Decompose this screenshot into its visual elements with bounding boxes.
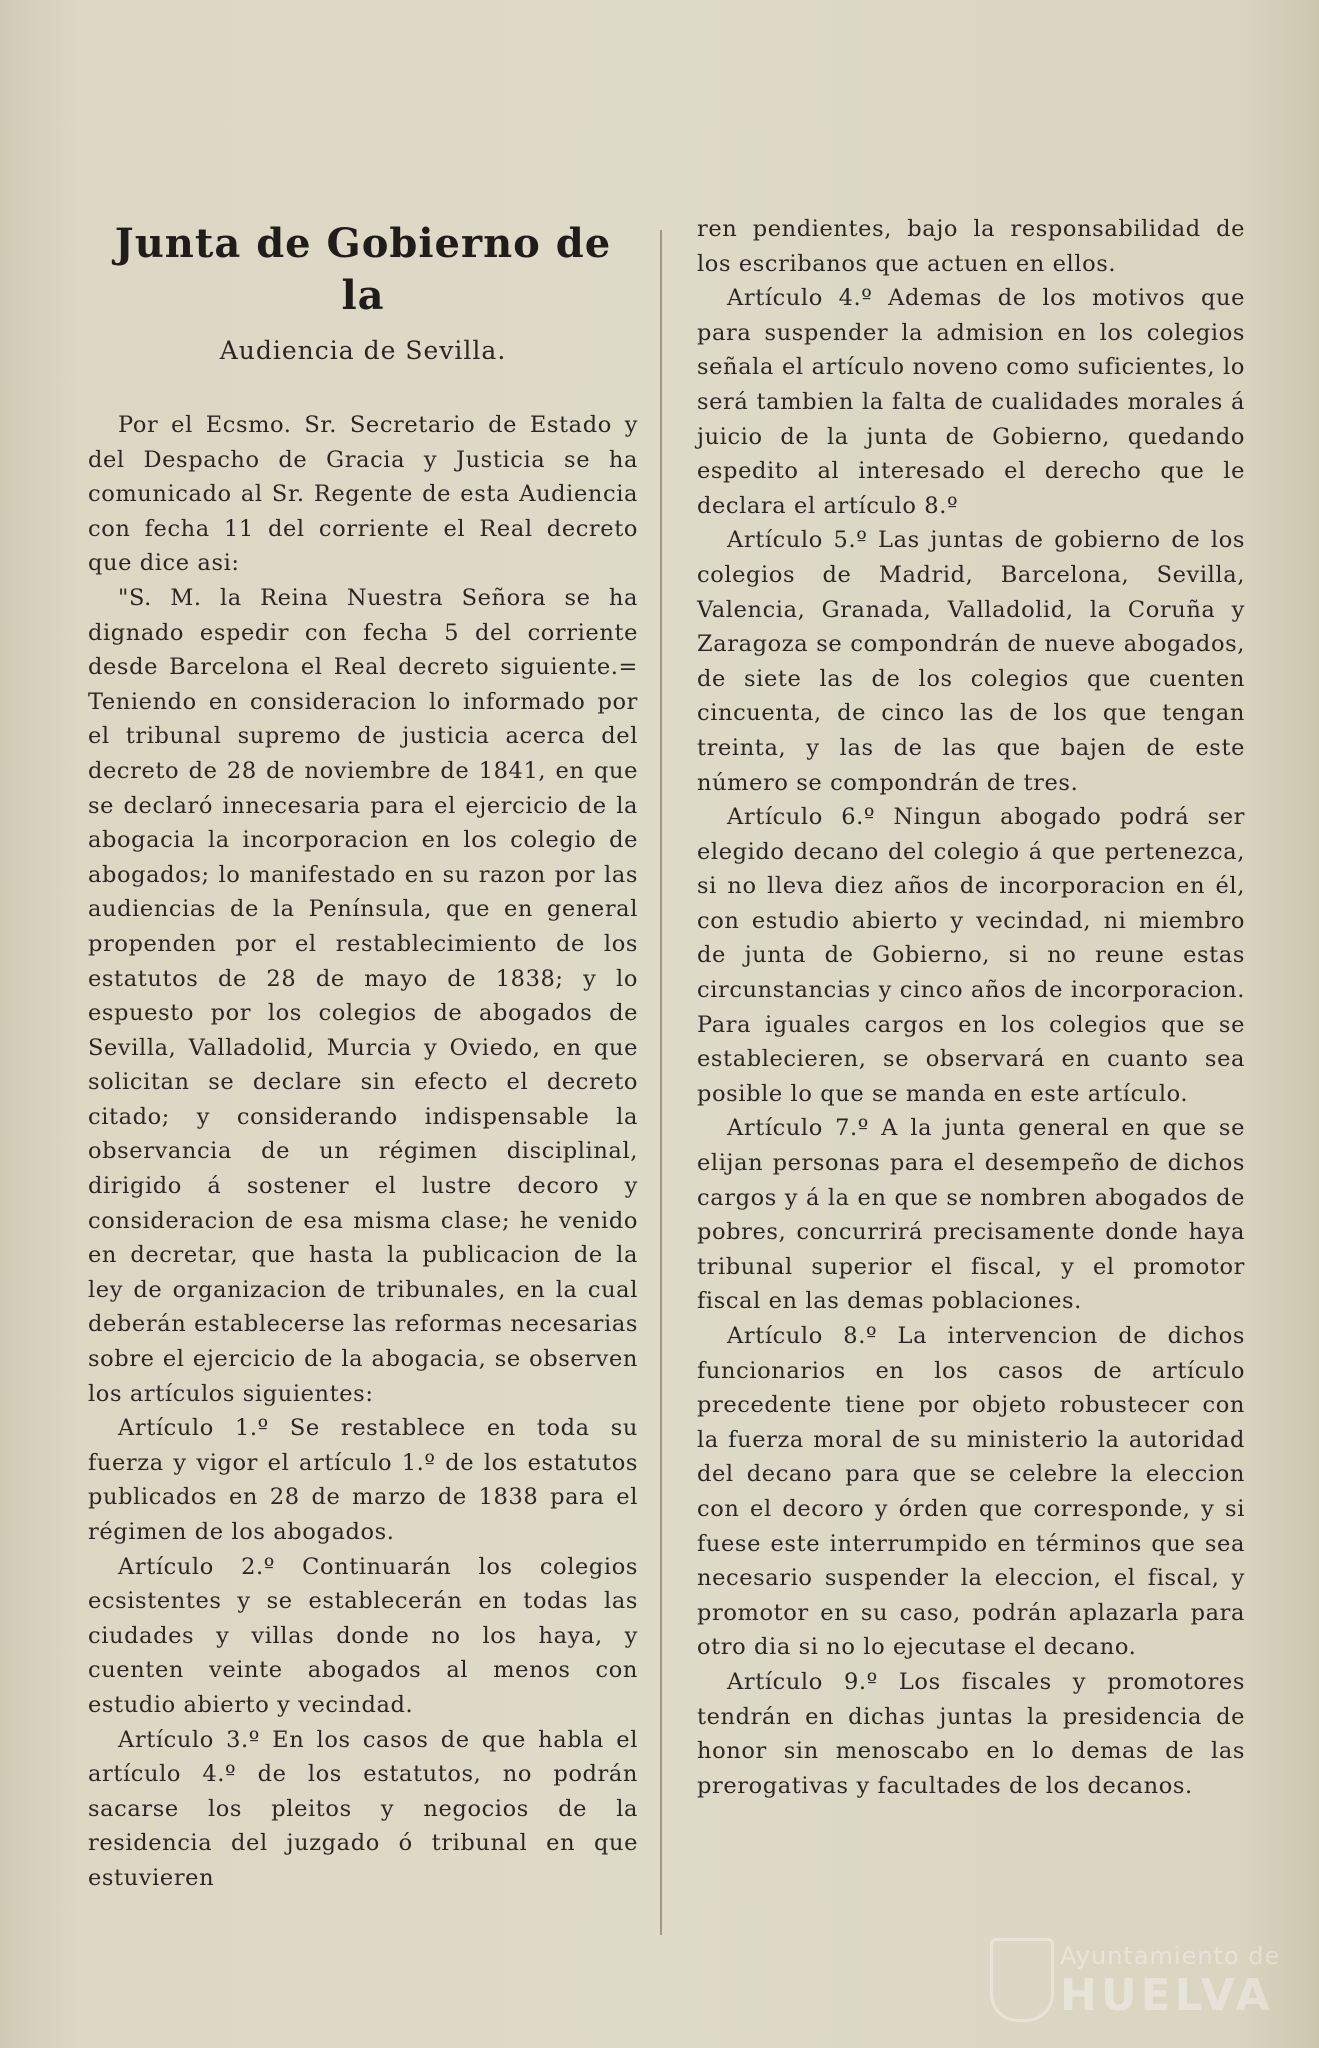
right-column: [697, 212, 1245, 1803]
paragraph: "S. M. la Reina Nuestra Señora se ha dignado espedir con fecha 5 del corriente desde Barcelona el Real decreto siguiente.= Teniendo en consideracion lo informado por el tribunal supremo de justicia acerca del decreto de 28 de noviembre de 1841, en que se declaró innecesaria para el ejercicio de la abogacia la incorporacion en los colegio de abogados; lo manifestado en su razon por las audiencias de la Península, que en general propenden por el restablecimiento de los estatutos de 28 de mayo de 1838; y lo espuesto por los colegios de abogados de Sevilla, Valladolid, Murcia y Oviedo, en que solicitan se declare sin efecto el decreto citado; y considerando indispensable la observancia de un régimen disciplinal, dirigido á sostener el lustre decoro y consideracion de esa misma clase; he venido en decretar, que hasta la publicacion de la ley de organizacion de tribunales, en la cual deberán establecerse las reformas necesarias sobre el ejercicio de la abogacia, se observen los artículos siguientes:: [88, 584, 638, 1407]
watermark: [990, 1938, 1290, 2028]
watermark-line2: HUELVA: [1060, 1970, 1274, 2021]
paragraph-continuation: ren pendientes, bajo la responsabilidad de los escribanos que actuen en ellos.: [697, 216, 1245, 277]
article-paragraph: Artículo 4.º Ademas de los motivos que para suspender la admision en los colegios señala el artículo noveno como suficientes, lo será tambien la falta de cualidades morales á juicio de la junta de Gobierno, quedando espedito al interesado el derecho que le declara el artículo 8.º: [697, 285, 1245, 519]
document-subtitle: Audiencia de Sevilla.: [219, 336, 507, 365]
article-paragraph: Artículo 1.º Se restablece en toda su fuerza y vigor el artículo 1.º de los estatutos publicados en 28 de marzo de 1838 para el régimen de los abogados.: [88, 1415, 638, 1545]
article-paragraph: Artículo 9.º Los fiscales y promotores tendrán en dichas juntas la presidencia de honor sin menoscabo en lo demas de las prerogativas y facultades de los decanos.: [697, 1668, 1245, 1799]
paragraph: Por el Ecsmo. Sr. Secretario de Estado y del Despacho de Gracia y Justicia se ha comunicado al Sr. Regente de esta Audiencia con fecha 11 del corriente el Real decreto que dice asi:: [88, 412, 638, 577]
left-column: [88, 218, 638, 1896]
article-paragraph: Artículo 3.º En los casos de que habla el artículo 4.º de los estatutos, no podrán sacarse los pleitos y negocios de la residencia del juzgado ó tribunal en que estuvieren: [88, 1726, 638, 1891]
column-divider: [660, 230, 662, 1935]
article-paragraph: Artículo 6.º Ningun abogado podrá ser elegido decano del colegio á que pertenezca, si no lleva diez años de incorporacion en él, con estudio abierto y vecindad, ni miembro de junta de Gobierno, si no reune estas circunstancias y cinco años de incorporacion. Para iguales cargos en los colegios que se establecieren, se observará en cuanto sea posible lo que se manda en este artículo.: [697, 804, 1245, 1107]
coat-of-arms-icon: [990, 1938, 1054, 2022]
article-paragraph: Artículo 5.º Las juntas de gobierno de los colegios de Madrid, Barcelona, Sevilla, Valencia, Granada, Valladolid, la Coruña y Zaragoza se compondrán de nueve abogados, de siete las de los colegios que cuenten cincuenta, de cinco las de los que tengan treinta, y las de las que bajen de este número se compondrán de tres.: [697, 527, 1245, 796]
document-title: Junta de Gobierno de la: [114, 220, 612, 319]
article-paragraph: Artículo 7.º A la junta general en que se elijan personas para el desempeño de dichos cargos y á la en que se nombren abogados de pobres, concurrirá precisamente donde haya tribunal superior el fiscal, y el promotor fiscal en las demas poblaciones.: [697, 1115, 1245, 1315]
article-paragraph: Artículo 8.º La intervencion de dichos funcionarios en los casos de artículo precedente tiene por objeto robustecer con la fuerza moral de su ministerio la autoridad del decano para que se celebre la eleccion con el decoro y órden que corresponde, y si fuese este interrumpido en términos que sea necesario suspender la eleccion, el fiscal, y promotor en su caso, podrán aplazarla para otro dia si no lo ejecutase el decano.: [697, 1323, 1245, 1661]
article-paragraph: Artículo 2.º Continuarán los colegios ecsistentes y se establecerán en todas las ciudades y villas donde no los haya, y cuenten veinte abogados al menos con estudio abierto y vecindad.: [88, 1553, 638, 1718]
watermark-line1: Ayuntamiento de: [1060, 1942, 1281, 1970]
